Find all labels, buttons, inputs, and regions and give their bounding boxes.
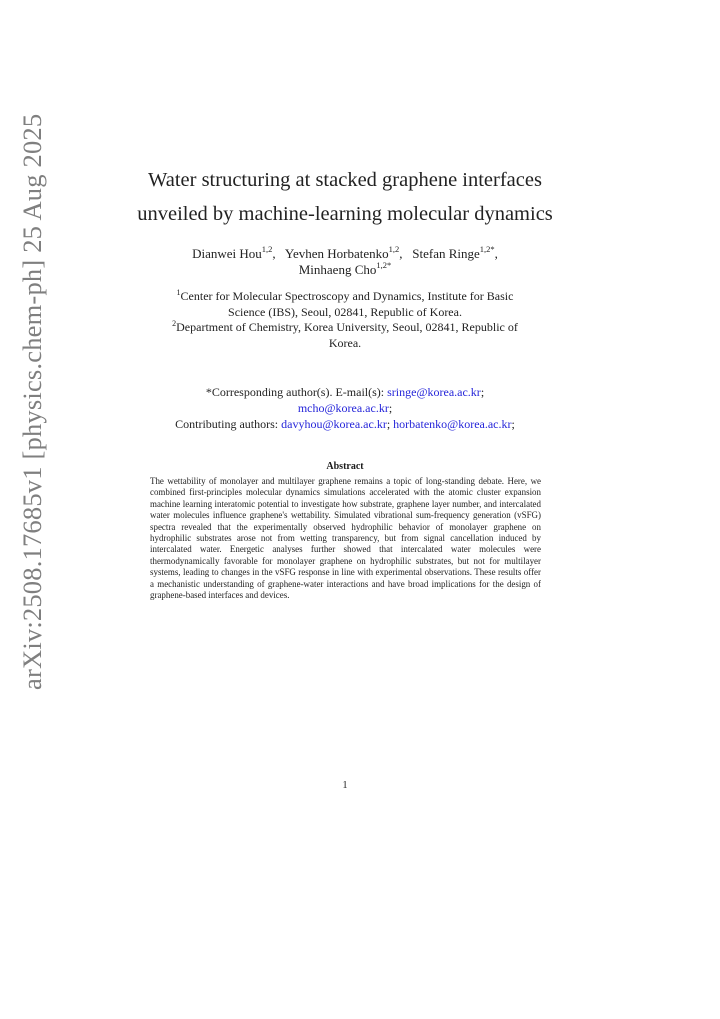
affiliation-text: Department of Chemistry, Korea University, Seoul, 02841, Republic of — [176, 320, 518, 335]
affiliations — [120, 289, 570, 352]
corresponding-label: *Corresponding author(s). E-mail(s): — [205, 385, 388, 399]
corresponding-line — [120, 384, 570, 400]
email-link-horbatenko[interactable]: horbatenko@korea.ac.kr — [393, 417, 512, 431]
punctuation: ; — [386, 417, 394, 431]
email-link-mcho[interactable]: mcho@korea.ac.kr — [297, 401, 389, 415]
author-affiliation-mark: 1,2 — [388, 243, 400, 254]
affiliation-1 — [120, 289, 570, 305]
author-name: Yevhen Horbatenko — [284, 246, 389, 261]
punctuation: ; — [511, 417, 515, 431]
author-separator: , — [399, 246, 410, 261]
author-name: Dianwei Hou — [192, 246, 262, 261]
affiliation-1-cont: Science (IBS), Seoul, 02841, Republic of Korea. — [228, 304, 462, 319]
affiliation-number: 2 — [172, 319, 177, 329]
abstract-heading: Abstract — [326, 461, 364, 472]
author-name: Minhaeng Cho — [298, 262, 377, 277]
punctuation: ; — [480, 385, 485, 399]
author-separator: , — [272, 246, 283, 261]
paper-title — [100, 163, 590, 231]
author-list — [120, 243, 570, 278]
author-separator: , — [494, 246, 498, 261]
page-number: 1 — [342, 780, 348, 791]
author-affiliation-mark: 1,2* — [479, 243, 495, 254]
email-link-davyhou[interactable]: davyhou@korea.ac.kr — [281, 417, 387, 431]
title-line-1: Water structuring at stacked graphene interfaces — [148, 169, 542, 191]
affiliation-text: Center for Molecular Spectroscopy and Dynamics, Institute for Basic — [180, 289, 514, 303]
contributing-label: Contributing authors: — [175, 417, 282, 431]
affiliation-number: 1 — [176, 288, 181, 297]
affiliation-2-cont: Korea. — [328, 336, 362, 351]
abstract-text: The wettability of monolayer and multilayer graphene remains a topic of long-standing debate. Here, we combined first-principles molecular dynamics simulations accelerated with the atomic cluster expansion machine learning interatomic potential to investigate how substrate, graphene layer number, and intercalated water molecules influence graphene's wettability. Simulated vibrational sum-frequency generation (vSFG) spectra revealed that the experimentally observed hydrophilic behavior of monolayer graphene on hydrophilic substrates arose not from wetting transparency, but from signal cancellation induced by intercalated water. Energetic analyses further showed that intercalated water molecules were thermodynamically favorable for monolayer graphene on hydrophilic substrates, but not for multilayer systems, leading to changes in the vSFG response in line with experimental observations. These results offer a mechanistic understanding of graphene-water interactions and have broad implications for the design of graphene-based interfaces and devices. — [150, 476, 541, 601]
email-link-sringe[interactable]: sringe@korea.ac.kr — [387, 385, 481, 399]
contributing-line — [120, 416, 570, 432]
correspondence-block — [120, 384, 570, 432]
author-name: Stefan Ringe — [412, 246, 480, 261]
author-affiliation-mark: 1,2 — [261, 243, 273, 254]
affiliation-2 — [120, 320, 570, 336]
author-affiliation-mark: 1,2* — [376, 259, 392, 270]
corresponding-line-2 — [120, 400, 570, 416]
arxiv-identifier-stamp: arXiv:2508.17685v1 [physics.chem-ph] 25 Aug 2025 — [17, 113, 47, 690]
title-line-2: unveiled by machine-learning molecular dynamics — [137, 203, 553, 225]
punctuation: ; — [388, 401, 393, 415]
